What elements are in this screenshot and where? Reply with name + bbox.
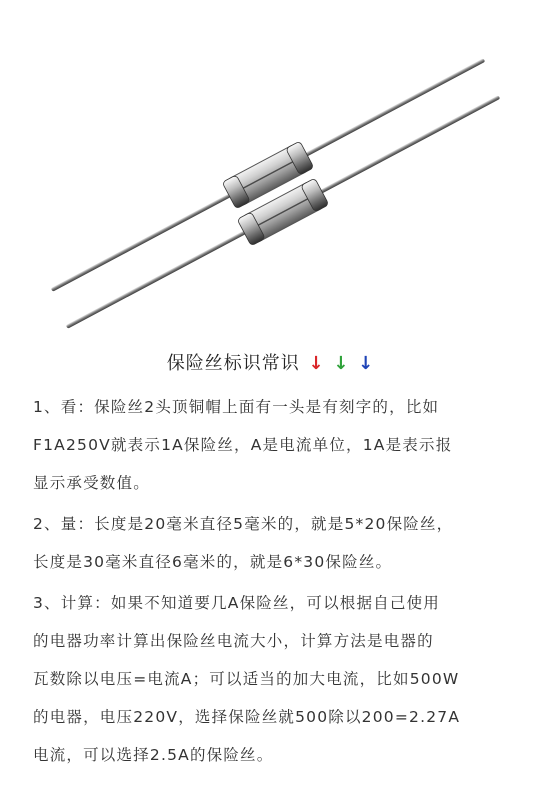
text-line: 的电器，电压220V，选择保险丝就500除以200=2.27A xyxy=(33,708,461,726)
fuse-upper xyxy=(45,47,492,304)
text-line: 长度是30毫米直径6毫米的，就是6*30保险丝。 xyxy=(33,553,393,571)
fuse-lower xyxy=(60,84,507,340)
text-line: 瓦数除以电压=电流A；可以适当的加大电流，比如500W xyxy=(33,670,460,688)
arrow-down-green-icon: ↓ xyxy=(333,353,350,374)
text-line: 电流，可以选择2.5A的保险丝。 xyxy=(33,746,274,764)
text-line: 显示承受数值。 xyxy=(33,474,150,492)
arrow-down-blue-icon: ↓ xyxy=(358,353,375,374)
text-line: 3、计算：如果不知道要几A保险丝，可以根据自己使用 xyxy=(33,594,440,612)
fuse-product-photo xyxy=(0,0,541,340)
title-text: 保险丝标识常识 xyxy=(166,353,300,374)
page-title xyxy=(0,349,541,375)
text-line: F1A250V就表示1A保险丝，A是电流单位，1A是表示报 xyxy=(33,436,453,454)
section-look xyxy=(33,388,513,502)
text-line: 的电器功率计算出保险丝电流大小，计算方法是电器的 xyxy=(33,632,434,650)
section-calculate xyxy=(33,584,513,774)
section-measure xyxy=(33,505,513,581)
text-line: 2、量：长度是20毫米直径5毫米的，就是5*20保险丝， xyxy=(33,515,454,533)
arrow-down-red-icon: ↓ xyxy=(308,353,325,374)
text-line: 1、看：保险丝2头顶铜帽上面有一头是有刻字的，比如 xyxy=(33,398,440,416)
